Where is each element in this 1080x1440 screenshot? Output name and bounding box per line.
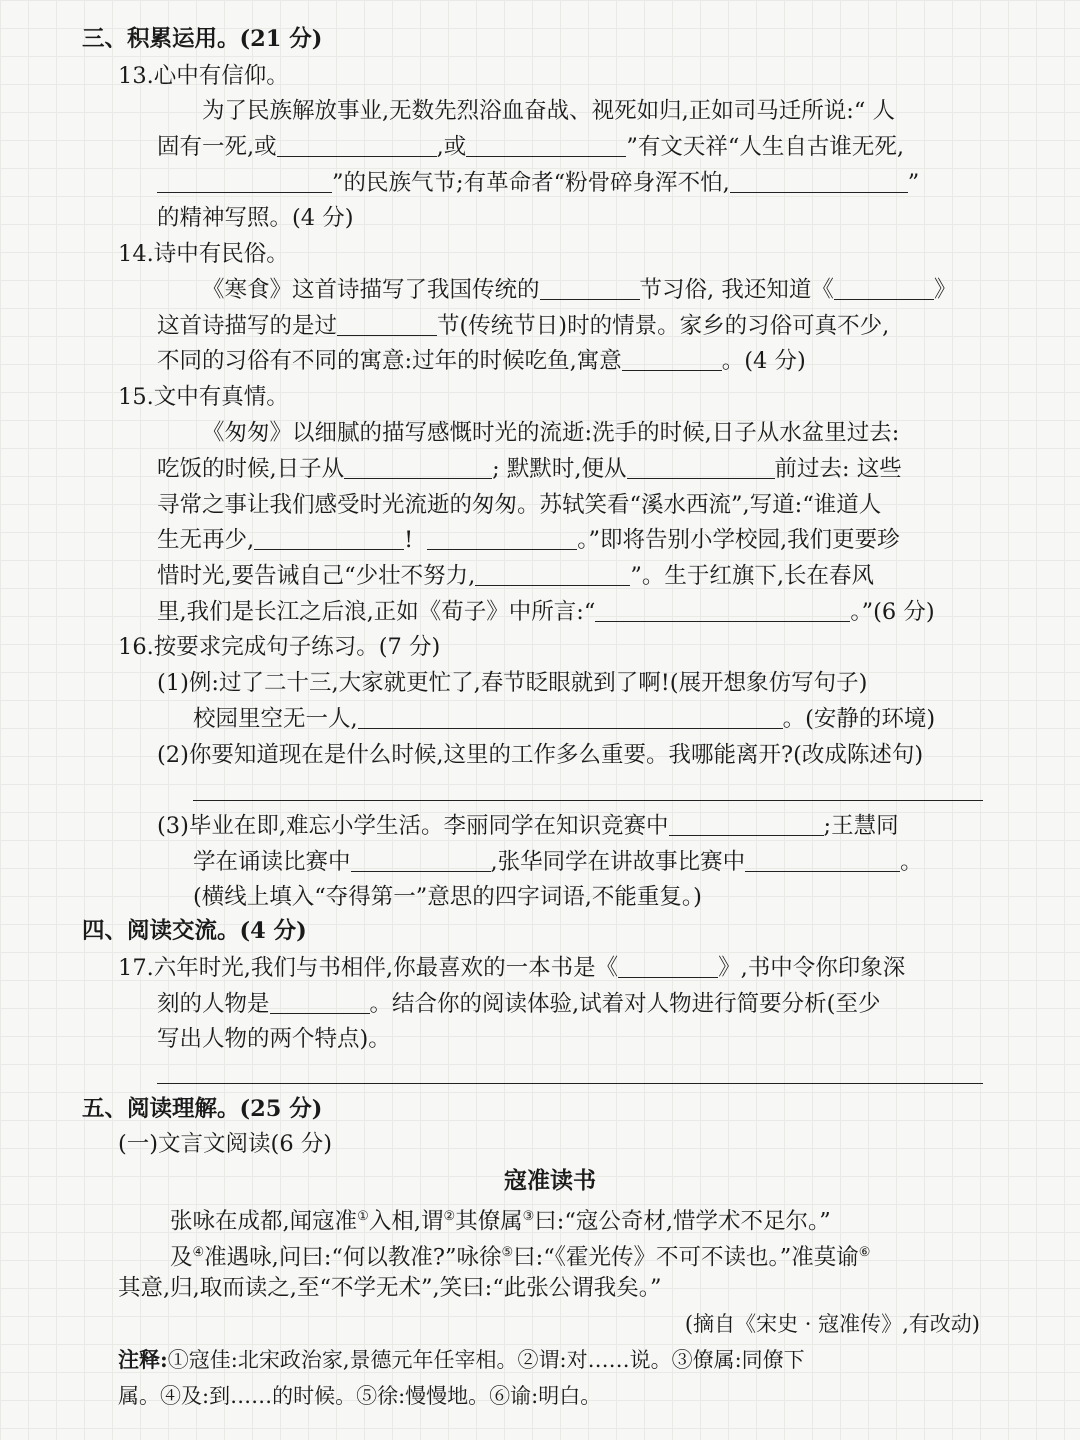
answer-blank[interactable] [351,847,491,872]
q14-title: 14.诗中有民俗。 [118,241,289,267]
answer-blank[interactable] [627,454,775,479]
answer-line[interactable] [157,1083,983,1084]
q14-line-3: 不同的习俗有不同的寓意:过年的时候吃鱼,寓意 。(4 分) [157,348,806,374]
q15-line-2: 吃饭的时候,日子从 ; 默默时,便从 前过去: 这些 [157,456,902,482]
q16-part-2: (2)你要知道现在是什么时候,这里的工作多么重要。我哪能离开?(改成陈述句) [157,742,924,768]
q15-title: 15.文中有真情。 [118,384,289,410]
answer-blank[interactable] [475,561,630,586]
q13-line-4: 的精神写照。(4 分) [157,205,354,231]
q15-line-3: 寻常之事让我们感受时光流逝的匆匆。苏轼笑看“溪水西流”,写道:“谁道人 [157,492,882,518]
q13-line-1: 为了民族解放事业,无数先烈浴血奋战、视死如归,正如司马迁所说:“ 人 [202,98,896,124]
answer-blank[interactable] [618,953,718,978]
answer-blank[interactable] [270,989,370,1014]
q16-part-3-line-2: 学在诵读比赛中 ,张华同学在讲故事比赛中 。 [193,849,923,875]
answer-blank[interactable] [622,346,722,371]
notes-line-1: 注释:①寇佳:北宋政治家,景德元年任宰相。②谓:对……说。③僚属:同僚下 [118,1347,805,1372]
answer-blank[interactable] [669,811,824,836]
q15-line-1: 《匆匆》以细腻的描写感慨时光的流逝:洗手的时候,日子从水盆里过去: [202,420,900,446]
passage-source: (摘自《宋史 · 寇准传》,有改动) [684,1312,980,1336]
q16-part-3-hint: (横线上填入“夺得第一”意思的四字词语,不能重复。) [193,884,702,910]
q14-line-1: 《寒食》这首诗描写了我国传统的 节习俗, 我还知道《 》 [202,277,957,303]
answer-line[interactable] [193,800,983,801]
answer-blank[interactable] [254,525,404,550]
section-5-subtitle: (一)文言文阅读(6 分) [118,1131,333,1157]
q16-title: 16.按要求完成句子练习。(7 分) [118,634,441,660]
answer-blank[interactable] [358,704,783,729]
q16-part-1-answer: 校园里空无一人, 。(安静的环境) [193,706,936,732]
q13-line-2: 固有一死,或 ,或 ”有文天祥“人生自古谁无死, [157,134,904,160]
q15-line-6: 里,我们是长江之后浪,正如《荀子》中所言:“ 。”(6 分) [157,599,935,625]
notes-label: 注释: [118,1347,168,1372]
answer-blank[interactable] [730,168,908,193]
passage-line-3: 其意,归,取而读之,至“不学无术”,笑曰:“此张公谓我矣。” [118,1275,662,1301]
answer-blank[interactable] [427,525,577,550]
q15-line-5: 惜时光,要告诫自己“少壮不努力, ”。生于红旗下,长在春风 [157,563,874,589]
q14-line-2: 这首诗描写的是过 节(传统节日)时的情景。家乡的习俗可真不少, [157,313,890,339]
footnote-mark: ② [443,1209,456,1224]
q13-line-3: ”的民族气节;有革命者“粉骨碎身浑不怕, ” [0,166,1080,200]
footnote-mark: ⑥ [858,1245,871,1260]
passage-title: 寇准读书 [504,1167,596,1194]
footnote-mark: ③ [522,1209,535,1224]
q13-title: 13.心中有信仰。 [118,63,289,89]
footnote-mark: ⑤ [501,1245,514,1260]
q16-part-1: (1)例:过了二十三,大家就更忙了,春节眨眼就到了啊!(展开想象仿写句子) [157,670,868,696]
answer-blank[interactable] [466,132,626,157]
q17-line-1: 17.六年时光,我们与书相伴,你最喜欢的一本书是《 》,书中令你印象深 [118,955,906,981]
answer-blank[interactable] [834,275,934,300]
footnote-mark: ④ [192,1245,205,1260]
section-3-title: 三、积累运用。(21 分) [82,26,323,52]
answer-blank[interactable] [540,275,640,300]
q16-part-3: (3)毕业在即,难忘小学生活。李丽同学在知识竞赛中 ;王慧同 [157,813,899,839]
answer-blank[interactable] [277,132,437,157]
footnote-mark: ① [357,1209,369,1224]
answer-blank[interactable] [337,311,437,336]
answer-blank[interactable] [595,597,850,622]
q17-line-2: 刻的人物是 。结合你的阅读体验,试着对人物进行简要分析(至少 [157,991,881,1017]
q17-line-3: 写出人物的两个特点)。 [157,1026,391,1052]
section-4-title: 四、阅读交流。(4 分) [82,918,307,944]
answer-blank[interactable] [157,168,332,193]
passage-line-1: 张咏在成都,闻寇准①入相,谓②其僚属③曰:“寇公奇材,惜学术不足尔。” [170,1208,831,1235]
section-5-title: 五、阅读理解。(25 分) [82,1096,323,1122]
notes-line-2: 属。④及:到……的时候。⑤徐:慢慢地。⑥谕:明白。 [118,1384,602,1408]
passage-line-2: 及④准遇咏,问曰:“何以教准?”咏徐⑤曰:“《霍光传》不可不读也。”准莫谕⑥ [170,1244,871,1271]
q15-line-4: 生无再少, ! 。”即将告别小学校园,我们更要珍 [157,527,900,553]
answer-blank[interactable] [745,847,900,872]
answer-blank[interactable] [344,454,492,479]
